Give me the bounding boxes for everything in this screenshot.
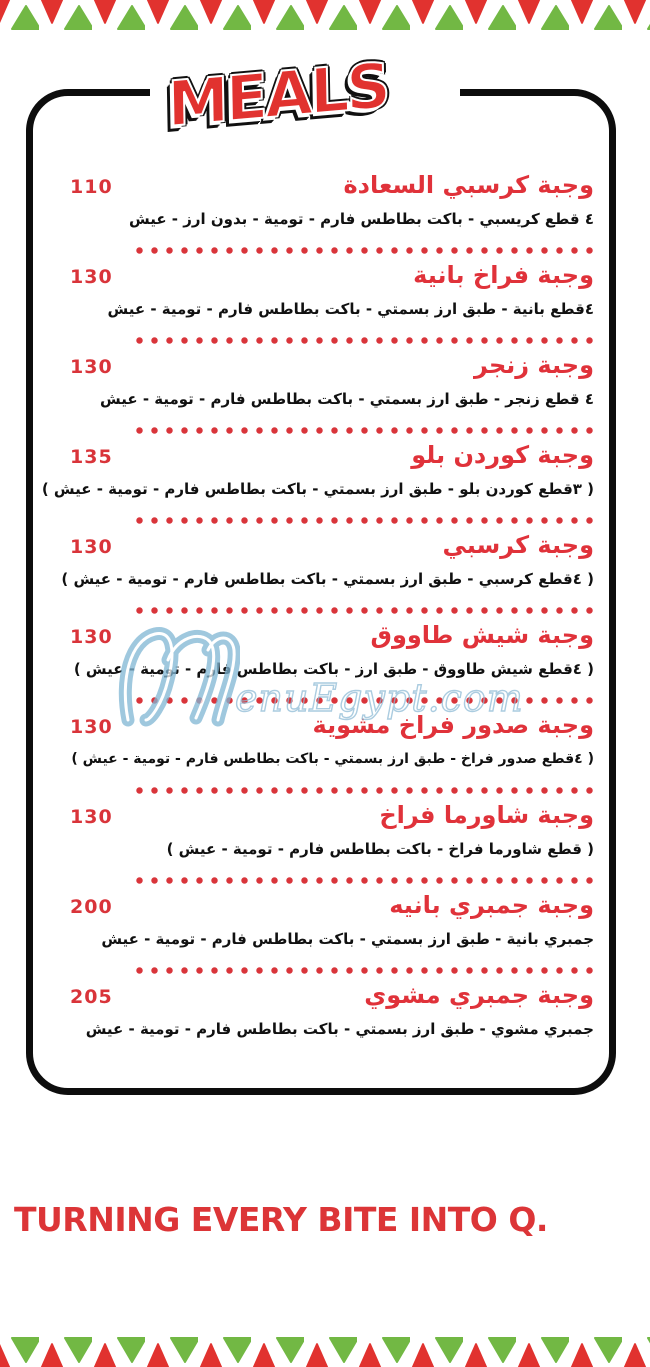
item-description: جمبري بانية - طبق ارز بسمتي - باكت بطاطس فارم - تومية - عيش [101, 930, 594, 948]
menu-item [41, 438, 600, 528]
dotted-divider [132, 607, 594, 614]
item-name: وجبة جمبري مشوي [364, 981, 594, 1009]
item-price: 130 [70, 356, 113, 378]
dotted-divider [132, 787, 594, 794]
item-price: 130 [70, 806, 113, 828]
menu-item [60, 528, 600, 618]
menu-item [60, 978, 600, 1068]
item-description: ٤ قطع كريسبي - باكت بطاطس فارم - تومية - بدون ارز - عيش [129, 210, 594, 228]
item-description: ( ٤قطع صدور فراخ - طبق ارز بسمتي - باكت بطاطس فارم - تومية - عيش ) [71, 751, 594, 767]
item-description: ( ٤قطع شيش طاووق - طبق ارز - باكت بطاطس فارم - تومية - عيش ) [73, 660, 594, 678]
menu-item [60, 348, 600, 438]
item-name: وجبة شيش طاووق [370, 621, 594, 649]
menu-item [60, 258, 600, 348]
tagline: TURNING EVERY BITE INTO Q. [14, 1200, 548, 1239]
item-price: 200 [70, 896, 113, 918]
menu-item [60, 888, 600, 978]
title-banner [150, 48, 470, 160]
item-name: وجبة كوردن بلو [411, 441, 594, 469]
item-price: 205 [70, 986, 113, 1008]
top-triangle-border [0, 0, 650, 32]
item-name: وجبة شاورما فراخ [379, 801, 594, 829]
dotted-divider [132, 967, 594, 974]
dotted-divider [132, 697, 594, 704]
item-name: وجبة زنجر [474, 351, 594, 379]
item-description: جمبري مشوي - طبق ارز بسمتي - باكت بطاطس فارم - تومية - عيش [85, 1020, 594, 1038]
item-description: ( ٤قطع كرسبي - طبق ارز بسمتي - باكت بطاطس فارم - تومية - عيش ) [61, 570, 594, 588]
bottom-triangle-border [0, 1335, 650, 1367]
item-description: ( ٣قطع كوردن بلو - طبق ارز بسمتي - باكت بطاطس فارم - تومية - عيش ) [41, 480, 594, 498]
item-price: 110 [70, 176, 113, 198]
item-description: ٤قطع بانية - طبق ارز بسمتي - باكت بطاطس فارم - تومية - عيش [107, 300, 594, 318]
item-price: 130 [70, 266, 113, 288]
dotted-divider [132, 427, 594, 434]
item-name: وجبة كرسبي [442, 531, 594, 559]
dotted-divider [132, 247, 594, 254]
page-title: MEALS [166, 48, 389, 142]
item-description: ( قطع شاورما فراخ - باكت بطاطس فارم - تومية - عيش ) [166, 840, 594, 858]
item-price: 130 [70, 536, 113, 558]
meals-menu-list [41, 168, 600, 1068]
item-name: وجبة فراخ بانية [413, 261, 594, 289]
dotted-divider [132, 517, 594, 524]
item-price: 130 [70, 716, 113, 738]
menu-item [60, 618, 600, 708]
item-description: ٤ قطع زنجر - طبق ارز بسمتي - باكت بطاطس فارم - تومية - عيش [100, 390, 594, 408]
item-price: 130 [70, 626, 113, 648]
item-name: وجبة صدور فراخ مشوية [312, 711, 594, 739]
dotted-divider [132, 337, 594, 344]
menu-item [60, 798, 600, 888]
dotted-divider [132, 877, 594, 884]
menu-item [60, 708, 600, 798]
item-name: وجبة جمبري بانيه [389, 891, 594, 919]
item-name: وجبة كرسبي السعادة [343, 171, 594, 199]
item-price: 135 [70, 446, 113, 468]
menu-item [60, 168, 600, 258]
